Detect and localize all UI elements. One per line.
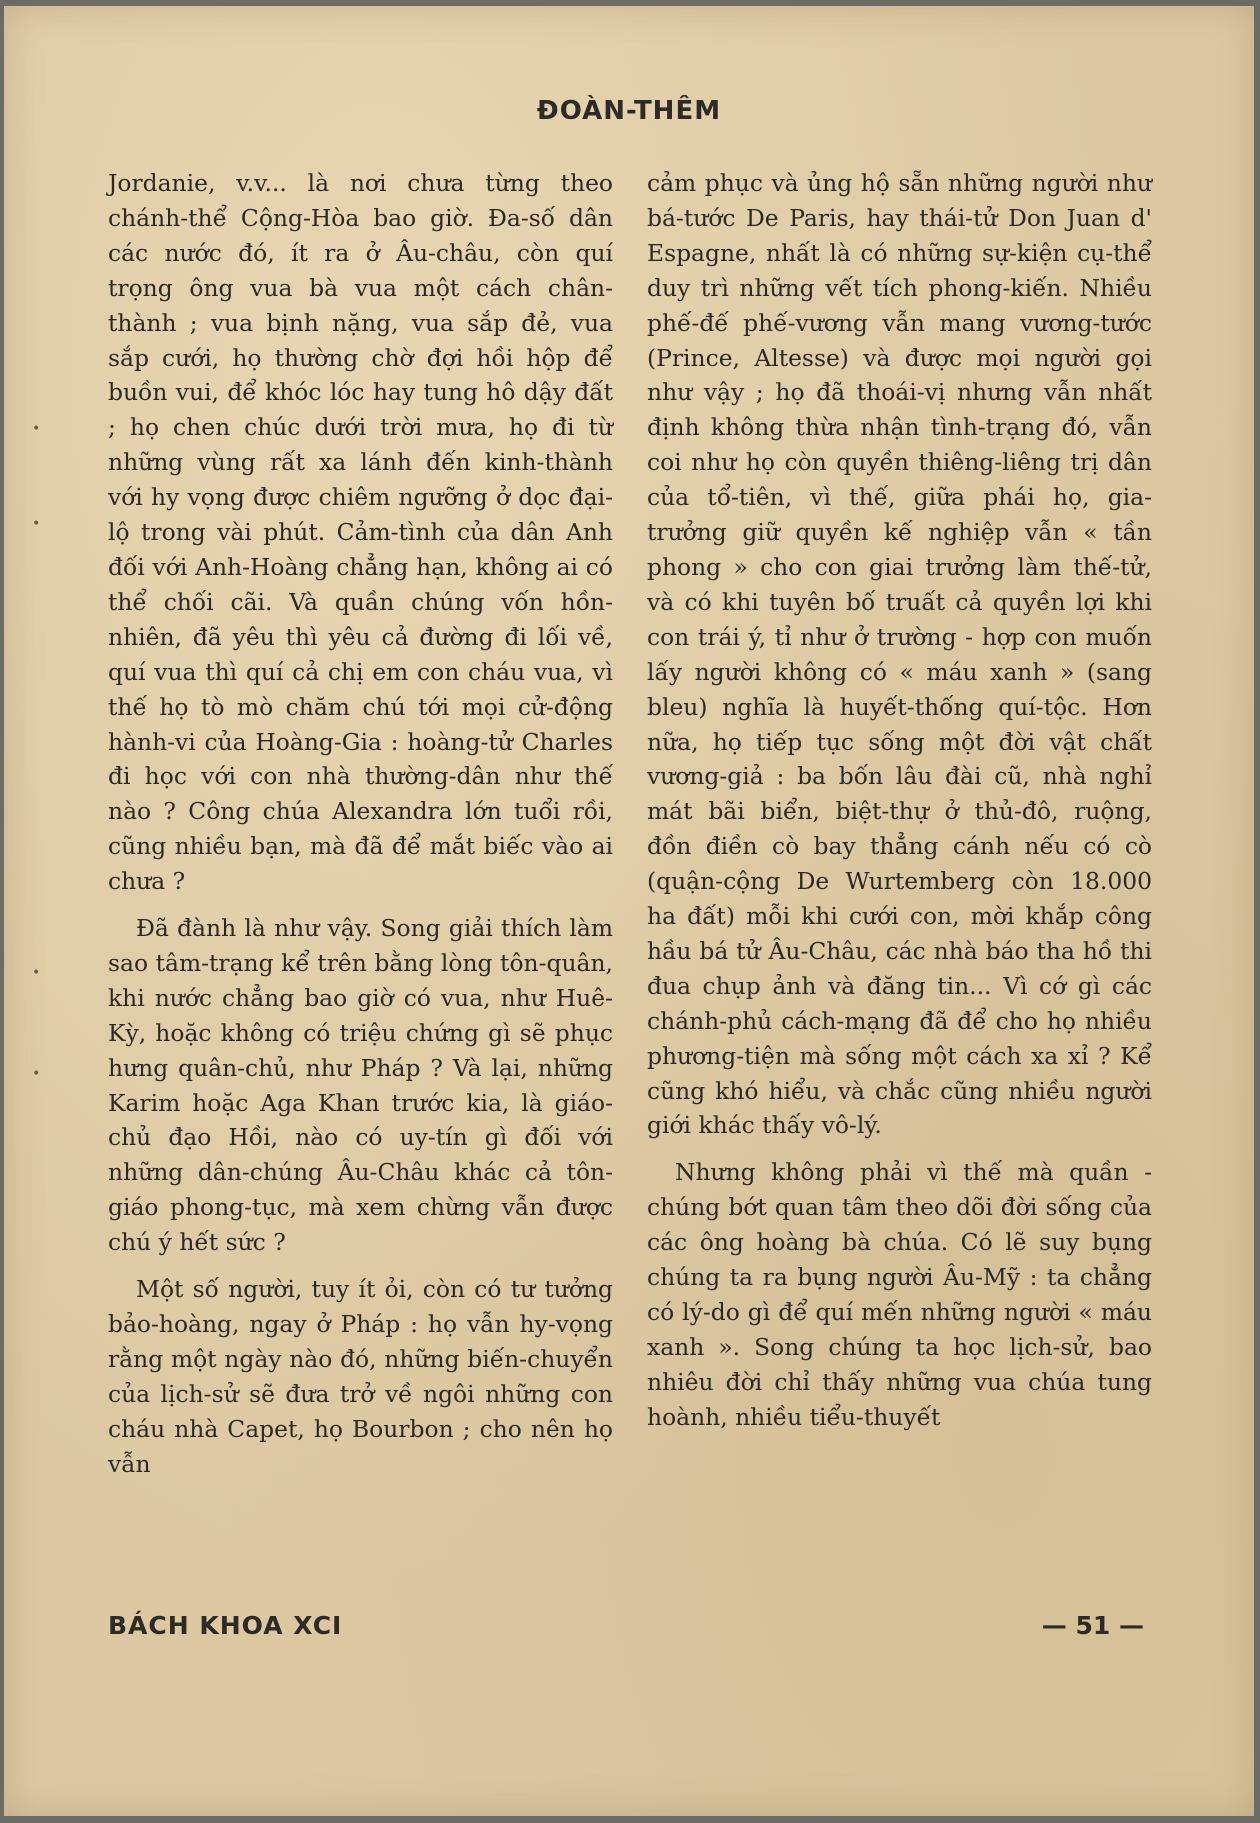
publication-footer: BÁCH KHOA XCI — [108, 1611, 343, 1640]
binding-hole-mark: • — [32, 516, 41, 532]
right-paragraph-2: Nhưng không phải vì thế mà quần - chúng bớt quan tâm theo dõi đời sống của các ông hoàng bà chúa. Có lẽ suy bụng chúng ta ra bụng người Âu-Mỹ : ta chẳng có lý-do gì để quí mến những người « máu xanh ». Song chúng ta học lịch-sử, bao nhiêu đời chỉ thấy những vua chúa tung hoành, nhiều tiểu-thuyết — [647, 1158, 1152, 1431]
left-column — [108, 166, 613, 1482]
right-column — [647, 166, 1152, 1435]
left-paragraph-1: Jordanie, v.v... là nơi chưa từng theo chánh-thể Cộng-Hòa bao giờ. Đa-số dân các nước đó, ít ra ở Âu-châu, còn quí trọng ông vua bà vua một cách chân-thành ; vua bịnh nặng, vua sắp đẻ, vua sắp cưới, họ thường chờ đợi hồi hộp để buồn vui, để khóc lóc hay tung hô dậy đất ; họ chen chúc dưới trời mưa, họ đi từ những vùng rất xa lánh đến kinh-thành với hy vọng được chiêm ngưỡng ở dọc đại-lộ trong vài phút. Cảm-tình của dân Anh đối với Anh-Hoàng chẳng hạn, không ai có thể chối cãi. Và quần chúng vốn hồn-nhiên, đã yêu thì yêu cả đường đi lối về, quí vua thì quí cả chị em con cháu vua, vì thế họ tò mò chăm chú tới mọi cử-động hành-vi của Hoàng-Gia : hoàng-tử Charles đi học với con nhà thường-dân như thế nào ? Công chúa Alexandra lớn tuổi rồi, cũng nhiều bạn, mà đã để mắt biếc vào ai chưa ? — [108, 169, 613, 896]
left-paragraph-2: Đã đành là như vậy. Song giải thích làm sao tâm-trạng kể trên bằng lòng tôn-quân, khi nước chẳng bao giờ có vua, như Huê-Kỳ, hoặc không có triệu chứng gì sẽ phục hưng quân-chủ, như Pháp ? Và lại, những Karim hoặc Aga Khan trước kia, là giáo-chủ đạo Hồi, nào có uy-tín gì đối với những dân-chúng Âu-Châu khác cả tôn-giáo phong-tục, mà xem chừng vẫn được chú ý hết sức ? — [108, 914, 613, 1257]
magazine-page — [4, 6, 1254, 1816]
binding-hole-mark: • — [32, 421, 41, 437]
running-header: ĐOÀN-THÊM — [536, 96, 722, 126]
binding-hole-mark: • — [32, 1066, 41, 1082]
page-number: — 51 — — [1041, 1611, 1144, 1640]
binding-hole-mark: • — [32, 965, 41, 981]
right-paragraph-1: cảm phục và ủng hộ sẵn những người như bá-tước De Paris, hay thái-tử Don Juan d' Espagne, nhất là có những sự-kiện cụ-thể duy trì những vết tích phong-kiến. Nhiều phế-đế phế-vương vẫn mang vương-tước (Prince, Altesse) và được mọi người gọi như vậy ; họ đã thoái-vị nhưng vẫn nhất định không thừa nhận tình-trạng đó, vẫn coi như họ còn quyền thiêng-liêng trị dân của tổ-tiên, vì thế, giữa phái họ, gia-trưởng giữ quyền kế nghiệp vẫn « tần phong » cho con giai trưởng làm thế-tử, và có khi tuyên bố truất cả quyền lợi khi con trái ý, tỉ như ở trường - hợp con muốn lấy người không có « máu xanh » (sang bleu) nghĩa là huyết-thống quí-tộc. Hơn nữa, họ tiếp tục sống một đời vật chất vương-giả : ba bốn lâu đài cũ, nhà nghỉ mát bãi biển, biệt-thự ở thủ-đô, ruộng, đồn điền cò bay thẳng cánh nếu có cò (quận-cộng De Wurtemberg còn 18.000 ha đất) mỗi khi cưới con, mời khắp công hầu bá tử Âu-Châu, các nhà báo tha hồ thi đua chụp ảnh và đăng tin... Vì cớ gì các chánh-phủ cách-mạng đã để cho họ nhiều phương-tiện mà sống một cách xa xỉ ? Kể cũng khó hiểu, và chắc cũng nhiều người giới khác thấy vô-lý. — [647, 169, 1152, 1140]
left-paragraph-3: Một số người, tuy ít ỏi, còn có tư tưởng bảo-hoàng, ngay ở Pháp : họ vẫn hy-vọng rằng một ngày nào đó, những biến-chuyển của lịch-sử sẽ đưa trở về ngôi những con cháu nhà Capet, họ Bourbon ; cho nên họ vẫn — [108, 1275, 613, 1478]
